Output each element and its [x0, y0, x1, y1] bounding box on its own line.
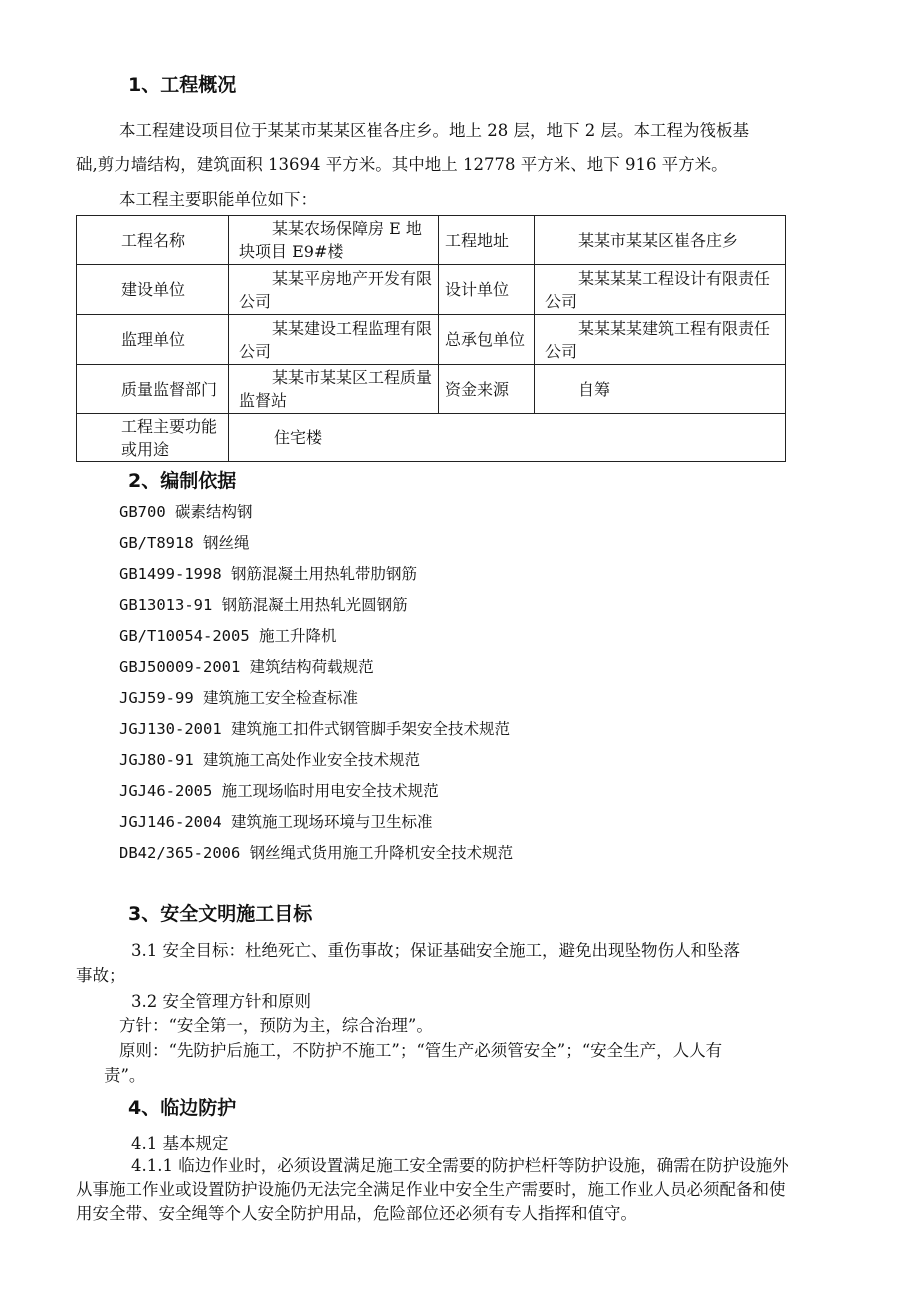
table-value: 某某建设工程监理有限公司	[229, 315, 439, 365]
standard-name: 建筑施工安全检查标准	[203, 689, 359, 707]
standard-code: JGJ146-2004	[119, 813, 222, 831]
standard-name: 施工现场临时用电安全技术规范	[221, 782, 439, 800]
basic-rules-heading: 4.1 基本规定	[131, 1134, 229, 1153]
section-2-title: 2、编制依据	[128, 470, 237, 492]
standard-code: GB700	[119, 503, 166, 521]
table-label: 质量监督部门	[77, 365, 229, 414]
safety-goal-line-2: 事故；	[76, 966, 126, 985]
standard-item	[119, 562, 417, 584]
project-info-table	[76, 215, 786, 462]
section-1-title: 1、工程概况	[128, 74, 237, 96]
standard-item	[119, 810, 433, 832]
standard-item	[119, 593, 408, 615]
table-row	[77, 414, 786, 462]
section-1-paragraph-line-2: 础,剪力墙结构，建筑面积 13694 平方米。其中地上 12778 平方米、地下 916 平方米。	[76, 155, 728, 174]
standard-item	[119, 841, 513, 863]
standard-code: GB/T10054-2005	[119, 627, 250, 645]
safety-policy-line: 方针：“安全第一，预防为主，综合治理”。	[119, 1016, 433, 1035]
standard-item	[119, 779, 439, 801]
standard-name: 碳素结构钢	[175, 503, 253, 521]
table-label: 建设单位	[77, 265, 229, 315]
table-label: 工程名称	[77, 216, 229, 265]
safety-goal-line-1: 3.1 安全目标：杜绝死亡、重伤事故；保证基础安全施工，避免出现坠物伤人和坠落	[131, 941, 740, 960]
standard-item	[119, 655, 374, 677]
table-value: 某某某某建筑工程有限责任公司	[535, 315, 786, 365]
standard-item	[119, 500, 253, 522]
standard-item	[119, 686, 358, 708]
standard-code: JGJ46-2005	[119, 782, 213, 800]
table-row	[77, 216, 786, 265]
standard-name: 钢丝绳	[203, 534, 250, 552]
table-label: 资金来源	[439, 365, 535, 414]
standard-code: GB1499-1998	[119, 565, 222, 583]
table-value: 住宅楼	[229, 414, 786, 462]
standard-name: 钢筋混凝土用热轧带肋钢筋	[231, 565, 418, 583]
standard-code: JGJ130-2001	[119, 720, 222, 738]
table-value: 某某某某工程设计有限责任公司	[535, 265, 786, 315]
standard-item	[119, 717, 510, 739]
table-value: 某某平房地产开发有限公司	[229, 265, 439, 315]
standard-code: DB42/365-2006	[119, 844, 241, 862]
table-row	[77, 365, 786, 414]
standard-name: 建筑结构荷载规范	[249, 658, 374, 676]
table-row	[77, 265, 786, 315]
section-3-title: 3、安全文明施工目标	[128, 903, 313, 925]
standard-code: GBJ50009-2001	[119, 658, 241, 676]
section-4-title: 4、临边防护	[128, 1097, 237, 1119]
standard-code: JGJ80-91	[119, 751, 194, 769]
standard-name: 钢筋混凝土用热轧光圆钢筋	[221, 596, 408, 614]
table-value: 自筹	[535, 365, 786, 414]
safety-principle-line-2: 责”。	[104, 1066, 146, 1085]
table-label: 总承包单位	[439, 315, 535, 365]
table-label: 监理单位	[77, 315, 229, 365]
standard-name: 建筑施工高处作业安全技术规范	[203, 751, 421, 769]
standard-code: GB13013-91	[119, 596, 213, 614]
rule-4-1-1-paragraph: 4.1.1 临边作业时，必须设置满足施工安全需要的防护栏杆等防护设施，确需在防护设施外从事施工作业或设置防护设施仍无法完全满足作业中安全生产需要时，施工作业人员必须配备和使用安全带、安全绳等个人安全防护用品，危险部位还必须有专人指挥和值守。	[76, 1156, 789, 1223]
standard-code: GB/T8918	[119, 534, 194, 552]
table-label: 工程主要功能或用途	[77, 414, 229, 462]
section-1-paragraph-line-1: 本工程建设项目位于某某市某某区崔各庄乡。地上 28 层，地下 2 层。本工程为筏板基	[119, 121, 749, 140]
section-1-units-intro: 本工程主要职能单位如下：	[119, 190, 317, 209]
table-label: 设计单位	[439, 265, 535, 315]
standard-name: 钢丝绳式货用施工升降机安全技术规范	[249, 844, 514, 862]
standard-item	[119, 748, 420, 770]
standard-name: 建筑施工现场环境与卫生标准	[231, 813, 433, 831]
table-label: 工程地址	[439, 216, 535, 265]
standard-item	[119, 531, 250, 553]
safety-principle-line-1: 原则：“先防护后施工，不防护不施工”；“管生产必须管安全”；“安全生产，人人有	[119, 1041, 723, 1060]
standard-item	[119, 624, 337, 646]
standard-code: JGJ59-99	[119, 689, 194, 707]
table-row	[77, 315, 786, 365]
table-value: 某某市某某区崔各庄乡	[535, 216, 786, 265]
standard-name: 建筑施工扣件式钢管脚手架安全技术规范	[231, 720, 511, 738]
table-value: 某某市某某区工程质量监督站	[229, 365, 439, 414]
table-value: 某某农场保障房 E 地块项目 E9#楼	[229, 216, 439, 265]
standard-name: 施工升降机	[259, 627, 337, 645]
safety-policy-heading: 3.2 安全管理方针和原则	[131, 992, 311, 1011]
